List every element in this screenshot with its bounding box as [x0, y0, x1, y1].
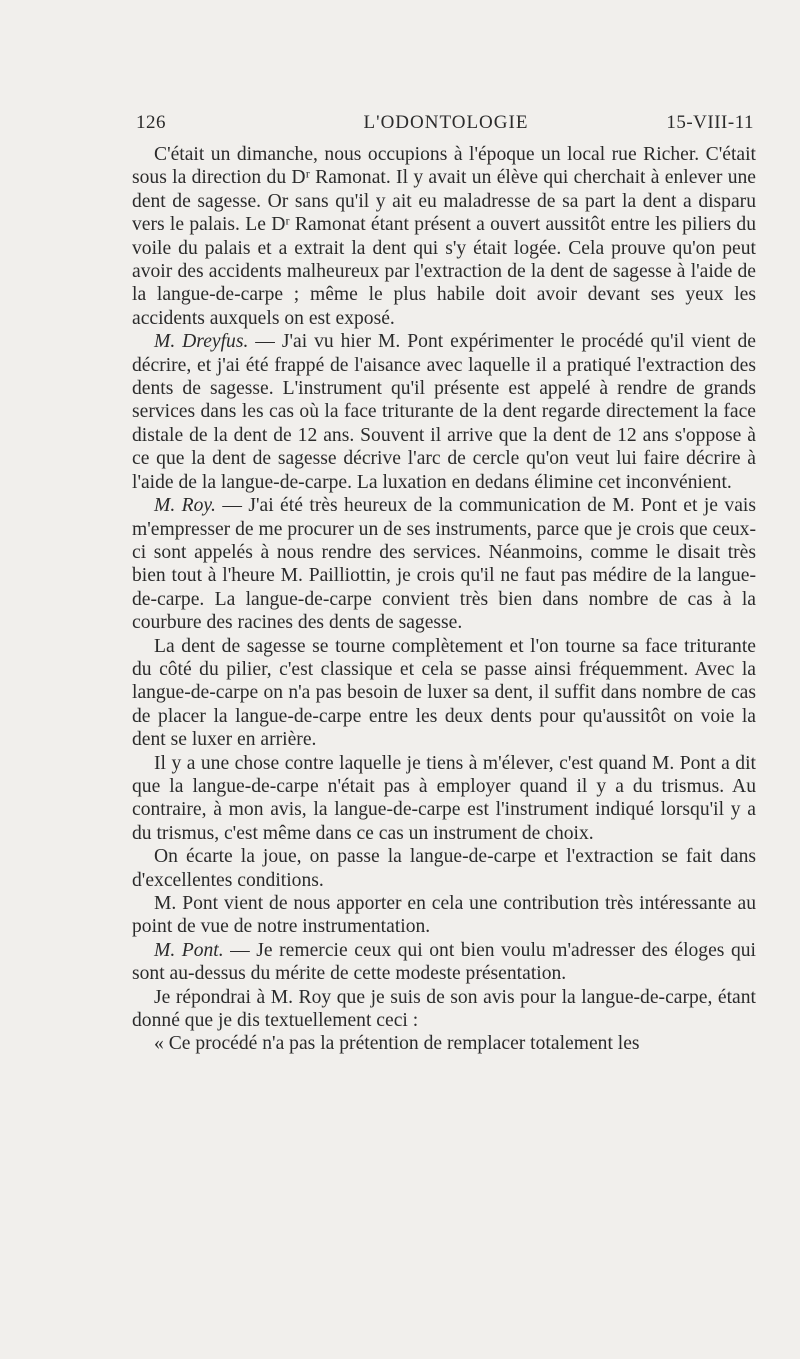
paragraph-7 [132, 892, 756, 939]
paragraph-9 [132, 986, 756, 1033]
paragraph-text: M. Pont vient de nous apporter en cela une contribution très intéressante au point de vue de notre instrumentation. [132, 893, 756, 938]
journal-title: L'ODONTOLOGIE [363, 112, 529, 133]
paragraph-1 [132, 143, 756, 330]
paragraph-text: C'était un dimanche, nous occupions à l'époque un local rue Richer. C'était sous la direction du Dʳ Ramonat. Il y avait un élève qui cherchait à enlever une dent de sagesse. Or sans qu'il y ait eu maladresse de sa part la dent a disparu vers le palais. Le Dʳ Ramonat étant présent a ouvert aussitôt entre les piliers du voile du palais et a extrait la dent qui s'y était logée. Cela prouve qu'on peut avoir des accidents malheureux par l'extraction de la dent de sagesse à l'aide de la langue-de-carpe ; même le plus habile doit avoir devant ses yeux les accidents auxquels on est exposé. [132, 144, 756, 329]
speaker-name: M. Roy. [154, 495, 216, 517]
paragraph-text: On écarte la joue, on passe la langue-de-carpe et l'extraction se fait dans d'excellentes conditions. [132, 846, 756, 891]
paragraph-text: — J'ai vu hier M. Pont expérimenter le procédé qu'il vient de décrire, et j'ai été frappé de l'aisance avec laquelle il a pratiqué l'extraction des dents de sagesse. L'instrument qu'il présente est appelé à rendre de grands services dans les cas où la face triturante de la dent regarde directement la face distale de la dent de 12 ans. Souvent il arrive que la dent de 12 ans s'oppose à ce que la dent de sagesse décrive l'arc de cercle qu'on veut lui faire décrire à l'aide de la langue-de-carpe. La luxation en dedans élimine cet inconvénient. [132, 331, 757, 493]
paragraph-2 [132, 330, 756, 494]
paragraph-6 [132, 845, 756, 892]
paragraph-3 [132, 494, 756, 634]
body-text [132, 143, 756, 1056]
paragraph-5 [132, 752, 756, 846]
speaker-name: M. Dreyfus. [154, 331, 249, 353]
issue-date: 15-VIII-11 [666, 112, 754, 133]
paragraph-text: — Je remercie ceux qui ont bien voulu m'adresser des éloges qui sont au-dessus du mérite de cette modeste présentation. [132, 939, 756, 985]
paragraph-text: Je répondrai à M. Roy que je suis de son avis pour la langue-de-carpe, étant donné que je dis textuellement ceci : [132, 986, 756, 1032]
paragraph-text: « Ce procédé n'a pas la prétention de remplacer totalement les [154, 1033, 640, 1055]
paragraph-text: La dent de sagesse se tourne complètement et l'on tourne sa face triturante du côté du pilier, c'est classique et cela se passe ainsi fréquemment. Avec la langue-de-carpe on n'a pas besoin de luxer sa dent, il suffit dans nombre de cas de placer la langue-de-carpe entre les deux dents pour qu'aussitôt on voie la dent se luxer en arrière. [132, 635, 756, 751]
running-header [136, 112, 756, 142]
page-number: 126 [136, 112, 166, 133]
speaker-name: M. Pont. [154, 939, 224, 961]
paragraph-8 [132, 939, 756, 986]
paragraph-text: — J'ai été très heureux de la communication de M. Pont et je vais m'empresser de me procurer un de ses instruments, parce que je crois que ceux-ci sont appelés à nous rendre des services. Néanmoins, comme le disait très bien tout à l'heure M. Pailliottin, je crois qu'il ne faut pas médire de la langue-de-carpe. La langue-de-carpe convient très bien dans nombre de cas à la courbure des racines des dents de sagesse. [132, 495, 756, 634]
paragraph-text: Il y a une chose contre laquelle je tiens à m'élever, c'est quand M. Pont a dit que la langue-de-carpe n'était pas à employer quand il y a du trismus. Au contraire, à mon avis, la langue-de-carpe est l'instrument indiqué lorsqu'il y a du trismus, c'est même dans ce cas un instrument de choix. [132, 752, 756, 844]
paragraph-4 [132, 635, 756, 752]
paragraph-10 [132, 1032, 756, 1055]
